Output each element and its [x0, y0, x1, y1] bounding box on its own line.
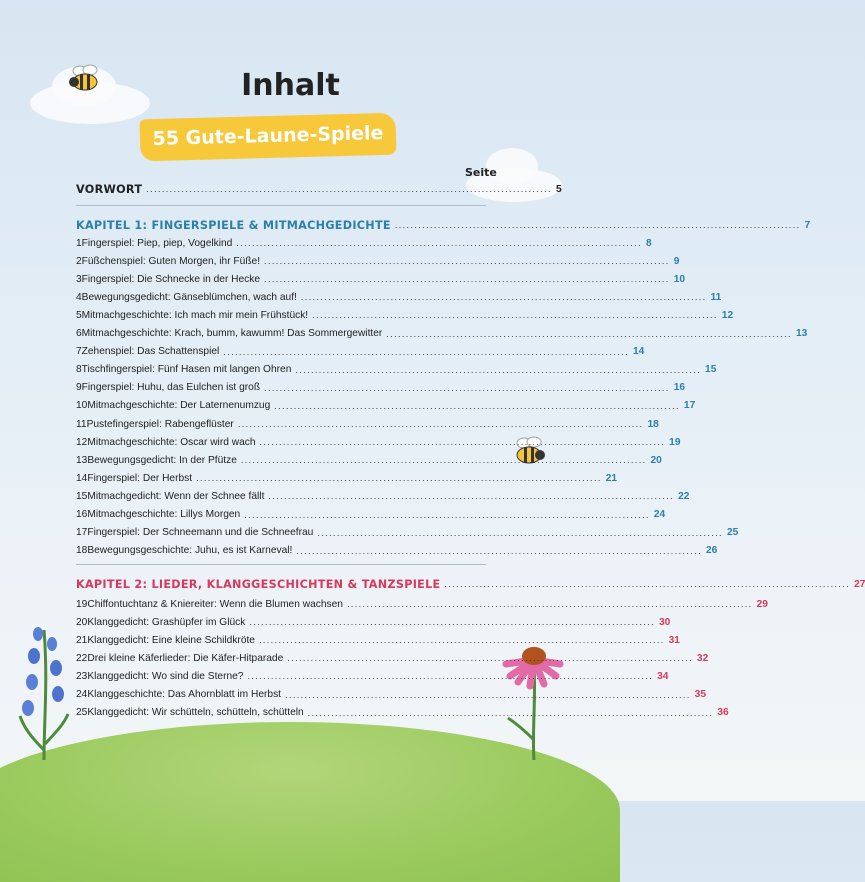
leader-dots: ........................................................................................................ [240, 455, 647, 466]
entry-label: Mitmachgeschichte: Krach, bumm, kawumm! Das Sommergewitter [81, 328, 383, 339]
entry-number: 3 [76, 273, 82, 285]
entry-page: 31 [668, 634, 680, 646]
divider [76, 564, 486, 565]
entry-number: 2 [76, 255, 82, 267]
leader-dots: ........................................................................................................ [196, 473, 602, 484]
toc-entry[interactable] [76, 271, 686, 287]
leader-dots: ........................................................................................................ [285, 689, 691, 700]
entry-label: Fingerspiel: Die Schnecke in der Hecke [81, 273, 261, 285]
toc-entry[interactable] [76, 525, 739, 541]
toc-entry[interactable] [76, 289, 722, 305]
toc-entry[interactable] [76, 307, 734, 323]
toc-entry[interactable] [76, 452, 662, 468]
toc-entry-kapitel-2[interactable] [76, 576, 865, 592]
page-column-label: Seite [465, 166, 497, 179]
entry-page: 32 [696, 652, 709, 664]
toc-entry[interactable] [76, 434, 681, 450]
entry-page: 12 [721, 309, 734, 321]
toc-entry[interactable] [76, 344, 645, 360]
entry-page: 11 [710, 291, 722, 303]
toc-entry[interactable] [76, 543, 718, 559]
entry-number: 21 [76, 634, 88, 646]
entry-label: Pustefingerspiel: Rabengeflüster [86, 418, 234, 430]
entry-page: 21 [605, 472, 618, 484]
toc-entry[interactable] [76, 705, 729, 721]
toc-entry[interactable] [76, 470, 618, 486]
toc-entry[interactable] [76, 253, 680, 269]
bluebell-flower-icon [14, 620, 74, 760]
entry-page: 20 [650, 454, 662, 466]
entry-label: Bewegungsgedicht: Gänseblümchen, wach auf! [81, 291, 297, 303]
page-title: Inhalt [241, 68, 340, 103]
entry-label: Klanggedicht: Wo sind die Sterne? [87, 670, 244, 682]
entry-number: 14 [76, 472, 88, 484]
toc-entry-kapitel-1[interactable] [76, 217, 811, 233]
leader-dots: ........................................................................................................ [237, 419, 644, 429]
entry-label: Bewegungsgeschichte: Juhu, es ist Karneval! [87, 545, 293, 557]
entry-page: 16 [673, 382, 686, 394]
leader-dots: ........................................................................................................ [274, 400, 680, 411]
entry-page: 35 [694, 689, 707, 700]
entry-page: 15 [705, 364, 717, 376]
entry-page: 13 [795, 328, 808, 339]
entry-label: Mitmachgedicht: Wenn der Schnee fällt [87, 490, 265, 502]
subtitle: 55 Gute-Laune-Spiele [152, 121, 384, 151]
entry-number: 22 [76, 652, 88, 664]
entry-label: Fingerspiel: Piep, piep, Vogelkind [81, 237, 233, 249]
entry-number: 24 [76, 689, 88, 700]
entry-number: 10 [76, 400, 88, 412]
entry-label: Zehenspiel: Das Schattenspiel [81, 346, 220, 358]
divider [76, 205, 486, 206]
toc-entry[interactable] [76, 507, 666, 523]
entry-page: 17 [683, 400, 696, 412]
leader-dots: ........................................................................................................ [444, 579, 851, 589]
kapitel-2-page: 27 [854, 578, 865, 590]
leader-dots: ........................................................................................................ [264, 382, 670, 393]
toc-entry[interactable] [76, 326, 808, 342]
entry-page: 26 [706, 545, 718, 557]
toc-entry[interactable] [76, 398, 696, 414]
entry-number: 4 [76, 291, 82, 303]
toc-entry[interactable] [76, 687, 707, 703]
entry-number: 12 [76, 436, 88, 448]
leader-dots: ........................................................................................................ [249, 617, 655, 628]
leader-dots: ........................................................................................................ [295, 364, 702, 375]
leader-dots: ........................................................................................................ [346, 599, 753, 609]
leader-dots: ........................................................................................................ [244, 509, 650, 520]
entry-label: Fingerspiel: Der Herbst [87, 472, 193, 484]
leader-dots: ........................................................................................................ [247, 671, 654, 682]
entry-label: Klanggeschichte: Das Ahornblatt im Herbst [87, 689, 282, 700]
entry-number: 25 [76, 707, 88, 719]
leader-dots: ........................................................................................................ [317, 527, 723, 538]
toc-entry[interactable] [76, 614, 671, 630]
leader-dots: ........................................................................................................ [386, 328, 792, 339]
entry-page: 18 [647, 418, 659, 430]
entry-number: 23 [76, 670, 88, 682]
entry-number: 15 [76, 490, 88, 502]
entry-number: 18 [76, 545, 88, 557]
leader-dots: ........................................................................................................ [264, 274, 670, 285]
leader-dots: ........................................................................................................ [300, 292, 707, 303]
entry-label: Fingerspiel: Huhu, das Eulchen ist groß [81, 382, 261, 394]
entry-page: 34 [657, 670, 669, 682]
entry-label: Mitmachgeschichte: Oscar wird wach [87, 436, 256, 448]
entry-number: 11 [76, 418, 87, 430]
leader-dots: ........................................................................................................ [268, 491, 675, 502]
toc-entry[interactable] [76, 235, 652, 251]
entry-label: Klanggedicht: Wir schütteln, schütteln, schütteln [87, 707, 304, 719]
leader-dots: ........................................................................................................ [307, 707, 714, 718]
leader-dots: ........................................................................................................ [312, 310, 718, 321]
leader-dots: ........................................................................................................ [259, 437, 666, 448]
kapitel-1-page: 7 [804, 219, 811, 231]
entry-label: Bewegungsgedicht: In der Pfütze [87, 454, 237, 466]
vorwort-label: VORWORT [76, 182, 143, 196]
leader-dots: ........................................................................................................ [223, 346, 629, 357]
entry-number: 17 [76, 527, 88, 539]
leader-dots: ........................................................................................................ [287, 653, 693, 664]
toc-entry[interactable] [76, 650, 709, 666]
entry-number: 19 [76, 598, 88, 610]
entry-page: 10 [673, 273, 686, 285]
toc-entry[interactable] [76, 632, 680, 648]
leader-dots: ........................................................................................................ [258, 635, 665, 646]
entry-label: Mitmachgeschichte: Der Laternenumzug [87, 400, 271, 412]
entry-number: 1 [76, 237, 82, 249]
entry-number: 16 [76, 509, 88, 520]
entry-page: 25 [726, 527, 739, 539]
entry-page: 9 [673, 255, 680, 267]
entry-label: Klanggedicht: Eine kleine Schildkröte [87, 634, 255, 646]
entry-label: Drei kleine Käferlieder: Die Käfer-Hitparade [87, 652, 284, 664]
entry-number: 5 [76, 309, 82, 321]
toc-entry[interactable] [76, 362, 717, 378]
vorwort-page: 5 [555, 183, 562, 195]
entry-label: Mitmachgeschichte: Lillys Morgen [87, 509, 241, 520]
leader-dots: ........................................................................................................ [394, 220, 801, 230]
leader-dots: ........................................................................................................ [296, 545, 703, 556]
entry-label: Chiffontuchtanz & Kniereiter: Wenn die Blumen wachsen [87, 598, 343, 610]
entry-label: Klanggedicht: Grashüpfer im Glück [87, 616, 246, 628]
entry-number: 6 [76, 328, 82, 339]
entry-label: Füßchenspiel: Guten Morgen, ihr Füße! [81, 255, 261, 267]
entry-label: Tischfingerspiel: Fünf Hasen mit langen Ohren [81, 364, 292, 376]
entry-page: 19 [669, 436, 681, 448]
entry-number: 7 [76, 346, 82, 358]
entry-number: 20 [76, 616, 88, 628]
entry-page: 22 [678, 490, 690, 502]
entry-number: 9 [76, 382, 82, 394]
entry-page: 14 [632, 346, 645, 358]
leader-dots: ........................................................................................................ [236, 238, 642, 248]
entry-label: Mitmachgeschichte: Ich mach mir mein Frühstück! [81, 309, 309, 321]
kapitel-2-label: KAPITEL 2: LIEDER, KLANGGESCHICHTEN & TANZSPIELE [76, 577, 441, 591]
entry-page: 30 [658, 616, 671, 628]
toc-entry[interactable] [76, 596, 768, 612]
toc-entry[interactable] [76, 416, 659, 432]
entry-page: 36 [717, 707, 729, 719]
toc-entry[interactable] [76, 668, 669, 684]
entry-number: 8 [76, 364, 82, 376]
toc-entry[interactable] [76, 380, 686, 396]
toc-entry-vorwort[interactable] [76, 181, 562, 197]
entry-page: 8 [645, 237, 652, 249]
entry-number: 13 [76, 454, 88, 466]
entry-label: Fingerspiel: Der Schneemann und die Schneefrau [87, 527, 314, 539]
leader-dots: ........................................................................................................ [146, 184, 552, 194]
entry-page: 24 [653, 509, 666, 520]
leader-dots: ........................................................................................................ [264, 256, 670, 267]
entry-page: 29 [756, 598, 768, 610]
kapitel-1-label: KAPITEL 1: FINGERSPIELE & MITMACHGEDICHTE [76, 218, 391, 232]
toc-entry[interactable] [76, 488, 690, 504]
